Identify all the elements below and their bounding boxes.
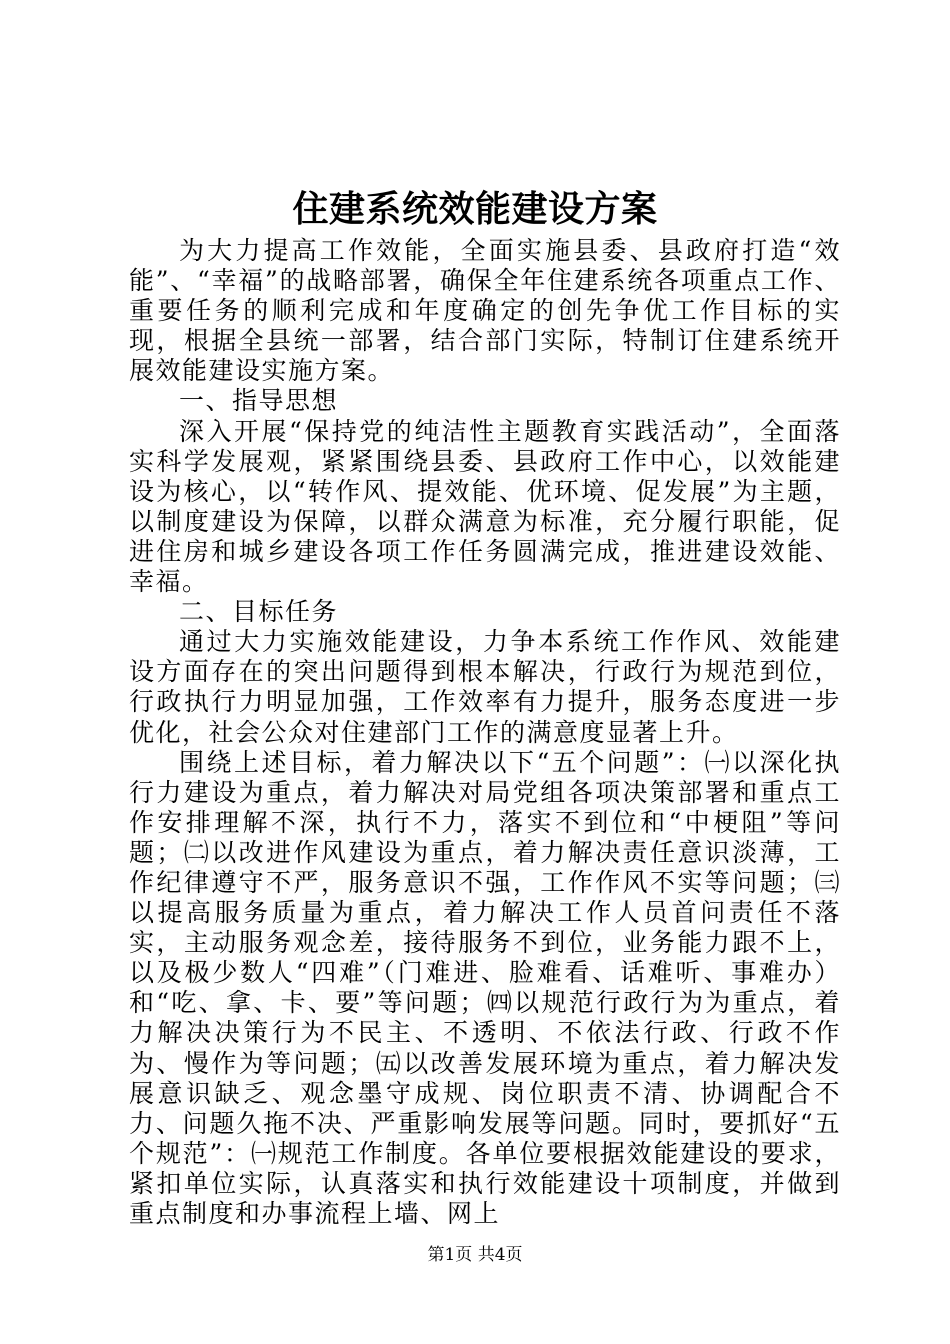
goals-paragraph: 通过大力实施效能建设，力争本系统工作作风、效能建设方面存在的突出问题得到根本解决，行政行为规范到位，行政执行力明显加强，工作效率有力提升，服务态度进一步优化，社会公众对住建部门工作的满意度显著上升。 (129, 627, 841, 747)
page-number-footer: 第1页 共4页 (427, 1245, 523, 1265)
five-problems-paragraph: 围绕上述目标，着力解决以下“五个问题”：㈠以深化执行力建设为重点，着力解决对局党组各项决策部署和重点工作安排理解不深，执行不力，落实不到位和“中梗阻”等问题；㈡以改进作风建设为重点，着力解决责任意识淡薄，工作纪律遵守不严，服务意识不强，工作作风不实等问题；㈢以提高服务质量为重点，着力解决工作人员首问责任不落实，主动服务观念差，接待服务不到位，业务能力跟不上，以及极少数人“四难”（门难进、脸难看、话难听、事难办）和“吃、拿、卡、要”等问题；㈣以规范行政行为为重点，着力解决决策行为不民主、不透明、不依法行政、行政不作为、慢作为等问题；㈤以改善发展环境为重点，着力解决发展意识缺乏、观念墨守成规、岗位职责不清、协调配合不力、问题久拖不决、严重影响发展等问题。同时，要抓好“五个规范”：㈠规范工作制度。各单位要根据效能建设的要求，紧扣单位实际，认真落实和执行效能建设十项制度，并做到重点制度和办事流程上墙、网上 (129, 747, 841, 1228)
section-heading-goals: 二、目标任务 (179, 597, 339, 627)
document-title: 住建系统效能建设方案 (292, 188, 658, 230)
document-body (129, 236, 841, 1229)
guiding-thought-paragraph: 深入开展“保持党的纯洁性主题教育实践活动”，全面落实科学发展观，紧紧围绕县委、县政府工作中心，以效能建设为核心，以“转作风、提效能、优环境、促发展”为主题，以制度建设为保障，以群众满意为标准，充分履行职能，促进住房和城乡建设各项工作任务圆满完成，推进建设效能、幸福。 (129, 416, 841, 597)
section-heading-guiding-thought: 一、指导思想 (179, 386, 339, 416)
intro-paragraph: 为大力提高工作效能，全面实施县委、县政府打造“效能”、“幸福”的战略部署，确保全年住建系统各项重点工作、重要任务的顺利完成和年度确定的创先争优工作目标的实现，根据全县统一部署，结合部门实际，特制订住建系统开展效能建设实施方案。 (129, 236, 841, 386)
